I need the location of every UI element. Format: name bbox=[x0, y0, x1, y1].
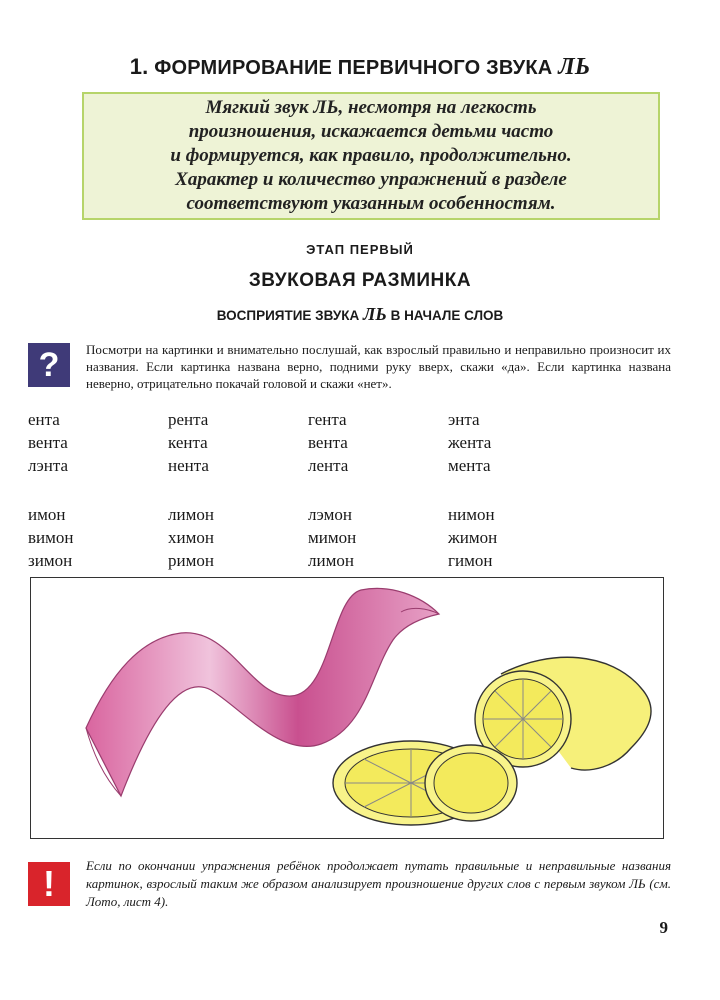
page-number: 9 bbox=[659, 918, 668, 937]
word-column bbox=[308, 408, 448, 477]
word-column bbox=[448, 408, 588, 477]
word: жента bbox=[448, 433, 492, 452]
word-column bbox=[168, 503, 308, 572]
word: гимон bbox=[448, 551, 493, 570]
chapter-title bbox=[0, 54, 720, 81]
word: вимон bbox=[28, 528, 74, 547]
word-column bbox=[308, 503, 448, 572]
word: гента bbox=[308, 410, 347, 429]
word: нимон bbox=[448, 505, 495, 524]
chapter-number: 1. bbox=[129, 54, 149, 79]
word: ента bbox=[28, 410, 60, 429]
stage-label: ЭТАП ПЕРВЫЙ bbox=[306, 242, 414, 257]
exclamation-icon: ! bbox=[28, 862, 70, 906]
subsection-after: В НАЧАЛЕ СЛОВ bbox=[390, 308, 504, 323]
word-column bbox=[168, 408, 308, 477]
word: мента bbox=[448, 456, 491, 475]
illustration-frame bbox=[30, 577, 664, 839]
intro-line: и формируется, как правило, продолжительно. bbox=[170, 145, 572, 166]
word-column bbox=[448, 503, 588, 572]
word: лента bbox=[308, 456, 349, 475]
chapter-title-text: ФОРМИРОВАНИЕ ПЕРВИЧНОГО ЗВУКА bbox=[154, 57, 553, 79]
word: нента bbox=[168, 456, 209, 475]
word: мимон bbox=[308, 528, 357, 547]
illustration bbox=[31, 578, 665, 840]
section-title: ЗВУКОВАЯ РАЗМИНКА bbox=[248, 270, 472, 291]
word-group bbox=[28, 408, 688, 477]
subsection-title bbox=[0, 304, 720, 325]
word: химон bbox=[168, 528, 214, 547]
chapter-sound: ЛЬ bbox=[558, 54, 591, 80]
word: лэмон bbox=[308, 505, 352, 524]
word: римон bbox=[168, 551, 214, 570]
word: лимон bbox=[168, 505, 214, 524]
intro-line: Мягкий звук ЛЬ, несмотря на легкость bbox=[205, 97, 537, 118]
subsection-before: ВОСПРИЯТИЕ ЗВУКА bbox=[216, 308, 360, 323]
word: кента bbox=[168, 433, 208, 452]
task-instruction: Посмотри на картинки и внимательно послушай, как взрослый правильно и неправильно произносит их названия. Если картинка названа верно, подними руку вверх, скажи «да». Если картинка названа неверно, отрицательно покачай головой и скажи «нет». bbox=[86, 342, 671, 391]
word-column bbox=[28, 503, 168, 572]
word: вента bbox=[28, 433, 68, 452]
intro-line: соответствуют указанным особенностям. bbox=[186, 193, 556, 214]
word-group bbox=[28, 503, 688, 572]
word-list bbox=[28, 408, 688, 572]
question-mark-icon: ? bbox=[28, 343, 70, 387]
intro-line: произношения, искажается детьми часто bbox=[188, 121, 554, 142]
word: имон bbox=[28, 505, 66, 524]
lemon-image bbox=[333, 657, 651, 825]
word: вента bbox=[308, 433, 348, 452]
word: зимон bbox=[28, 551, 73, 570]
word: лэнта bbox=[28, 456, 69, 475]
word: рента bbox=[168, 410, 209, 429]
word: жимон bbox=[448, 528, 498, 547]
word: лимон bbox=[308, 551, 354, 570]
intro-text bbox=[101, 96, 641, 216]
word: энта bbox=[448, 410, 480, 429]
intro-line: Характер и количество упражнений в разделе bbox=[175, 169, 567, 190]
intro-box bbox=[82, 92, 660, 220]
subsection-sound: ЛЬ bbox=[363, 304, 387, 324]
word-column bbox=[28, 408, 168, 477]
note-text: Если по окончании упражнения ребёнок продолжает путать правильные и неправильные названия картинок, взрослый таким же образом анализирует произношение других слов с первым звуком ЛЬ (см. Лото, лист 4). bbox=[86, 858, 671, 909]
